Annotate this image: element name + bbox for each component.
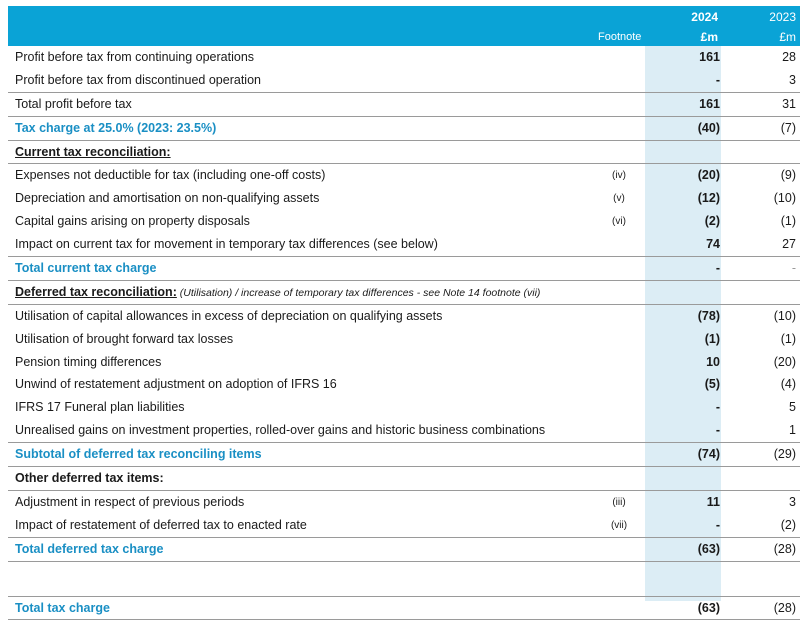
spacer (8, 562, 800, 596)
table-row (8, 490, 800, 514)
value-2024: 74 (706, 237, 720, 252)
footnote-ref: (iii) (612, 496, 626, 508)
table-row (8, 187, 800, 210)
value-2024: (74) (697, 447, 720, 462)
value-2023: 31 (782, 96, 796, 111)
row-label: Pension timing differences (15, 354, 162, 369)
value-2023: (10) (773, 308, 796, 323)
row-label: Tax charge at 25.0% (2023: 23.5%) (15, 120, 217, 135)
value-2023: (28) (773, 600, 796, 615)
row-label: Impact of restatement of deferred tax to enacted rate (15, 517, 307, 532)
table-header (8, 6, 800, 46)
value-2024: 161 (699, 96, 720, 111)
value-2023: (1) (780, 331, 796, 346)
year-prior-header: 2023 (769, 10, 796, 24)
row-label: Profit before tax from discontinued operation (15, 72, 261, 87)
row-label: Other deferred tax items: (15, 471, 164, 486)
value-2024: (40) (697, 120, 720, 135)
row-label: Unrealised gains on investment properties, rolled-over gains and historic business combinations (15, 423, 546, 438)
row-label: Subtotal of deferred tax reconciling items (15, 447, 262, 462)
table-row (8, 442, 800, 466)
table-row (8, 351, 800, 374)
value-2023: (20) (773, 354, 796, 369)
table-row (8, 46, 800, 69)
value-2023: (7) (780, 120, 796, 135)
unit-current-header: £m (700, 30, 718, 44)
value-2024: (1) (704, 331, 720, 346)
row-label: Capital gains arising on property disposals (15, 214, 250, 229)
row-label: Deferred tax reconciliation: (15, 284, 177, 299)
value-2024: (12) (697, 191, 720, 206)
row-sublabel: (Utilisation) / increase of temporary tax differences - see Note 14 footnote (vii) (176, 286, 541, 299)
section-heading (8, 280, 800, 304)
value-2023: 5 (789, 400, 796, 415)
table-row (8, 163, 800, 187)
value-2024: (78) (697, 308, 720, 323)
table-row (8, 373, 800, 396)
table-row (8, 210, 800, 233)
value-2024: (2) (704, 214, 720, 229)
table-row (8, 596, 800, 620)
value-2023: (2) (780, 517, 796, 532)
value-2023: (9) (780, 168, 796, 183)
value-2024: - (715, 72, 720, 87)
table-row (8, 256, 800, 280)
row-label: Utilisation of capital allowances in excess of depreciation on qualifying assets (15, 308, 443, 323)
section-heading (8, 466, 800, 490)
value-2024: - (715, 261, 720, 276)
value-2024: (5) (704, 377, 720, 392)
table-row (8, 304, 800, 328)
value-2023: 1 (789, 423, 796, 438)
table-row (8, 233, 800, 256)
value-2023: - (791, 261, 796, 276)
value-2023: 3 (789, 494, 796, 509)
value-2024: - (715, 423, 720, 438)
value-2023: (29) (773, 447, 796, 462)
row-label: Current tax reconciliation: (15, 144, 171, 159)
table-row (8, 419, 800, 442)
footnote-ref: (iv) (612, 170, 626, 182)
table-row (8, 514, 800, 537)
table-row (8, 92, 800, 116)
row-label: Profit before tax from continuing operations (15, 50, 255, 64)
value-2024: 10 (706, 354, 720, 369)
row-label: IFRS 17 Funeral plan liabilities (15, 400, 185, 415)
row-label: Depreciation and amortisation on non-qualifying assets (15, 191, 320, 206)
value-2023: 27 (782, 237, 796, 252)
table-row (8, 69, 800, 92)
value-2023: 3 (789, 72, 796, 87)
row-label: Total deferred tax charge (15, 541, 164, 556)
value-2024: (63) (697, 600, 720, 615)
table-row (8, 328, 800, 351)
value-2024: - (715, 517, 720, 532)
year-current-header: 2024 (691, 10, 718, 24)
table-row (8, 396, 800, 419)
value-2023: (4) (780, 377, 796, 392)
footnote-ref: (v) (613, 193, 625, 205)
unit-prior-header: £m (779, 30, 796, 44)
value-2024: (20) (697, 168, 720, 183)
section-heading (8, 140, 800, 164)
footnote-ref: (vi) (612, 216, 626, 228)
row-label: Adjustment in respect of previous periods (15, 494, 245, 509)
row-label: Unwind of restatement adjustment on adoption of IFRS 16 (15, 377, 337, 392)
value-2023: 28 (782, 50, 796, 64)
value-2023: (1) (780, 214, 796, 229)
footnote-ref: (vii) (610, 519, 628, 531)
value-2024: - (715, 400, 720, 415)
value-2024: (63) (697, 541, 720, 556)
value-2023: (10) (773, 191, 796, 206)
value-2024: 161 (699, 50, 720, 64)
row-label: Expenses not deductible for tax (including one-off costs) (15, 168, 326, 183)
table-row (8, 537, 800, 562)
table-body (8, 46, 800, 620)
row-label: Total tax charge (15, 600, 110, 615)
row-label: Utilisation of brought forward tax losses (15, 331, 234, 346)
value-2024: 11 (706, 494, 720, 509)
row-label: Total profit before tax (15, 96, 132, 111)
footnote-header: Footnote (598, 31, 642, 43)
row-label: Impact on current tax for movement in temporary tax differences (see below) (15, 237, 438, 252)
row-label: Total current tax charge (15, 261, 157, 276)
value-2023: (28) (773, 541, 796, 556)
table-row (8, 116, 800, 140)
